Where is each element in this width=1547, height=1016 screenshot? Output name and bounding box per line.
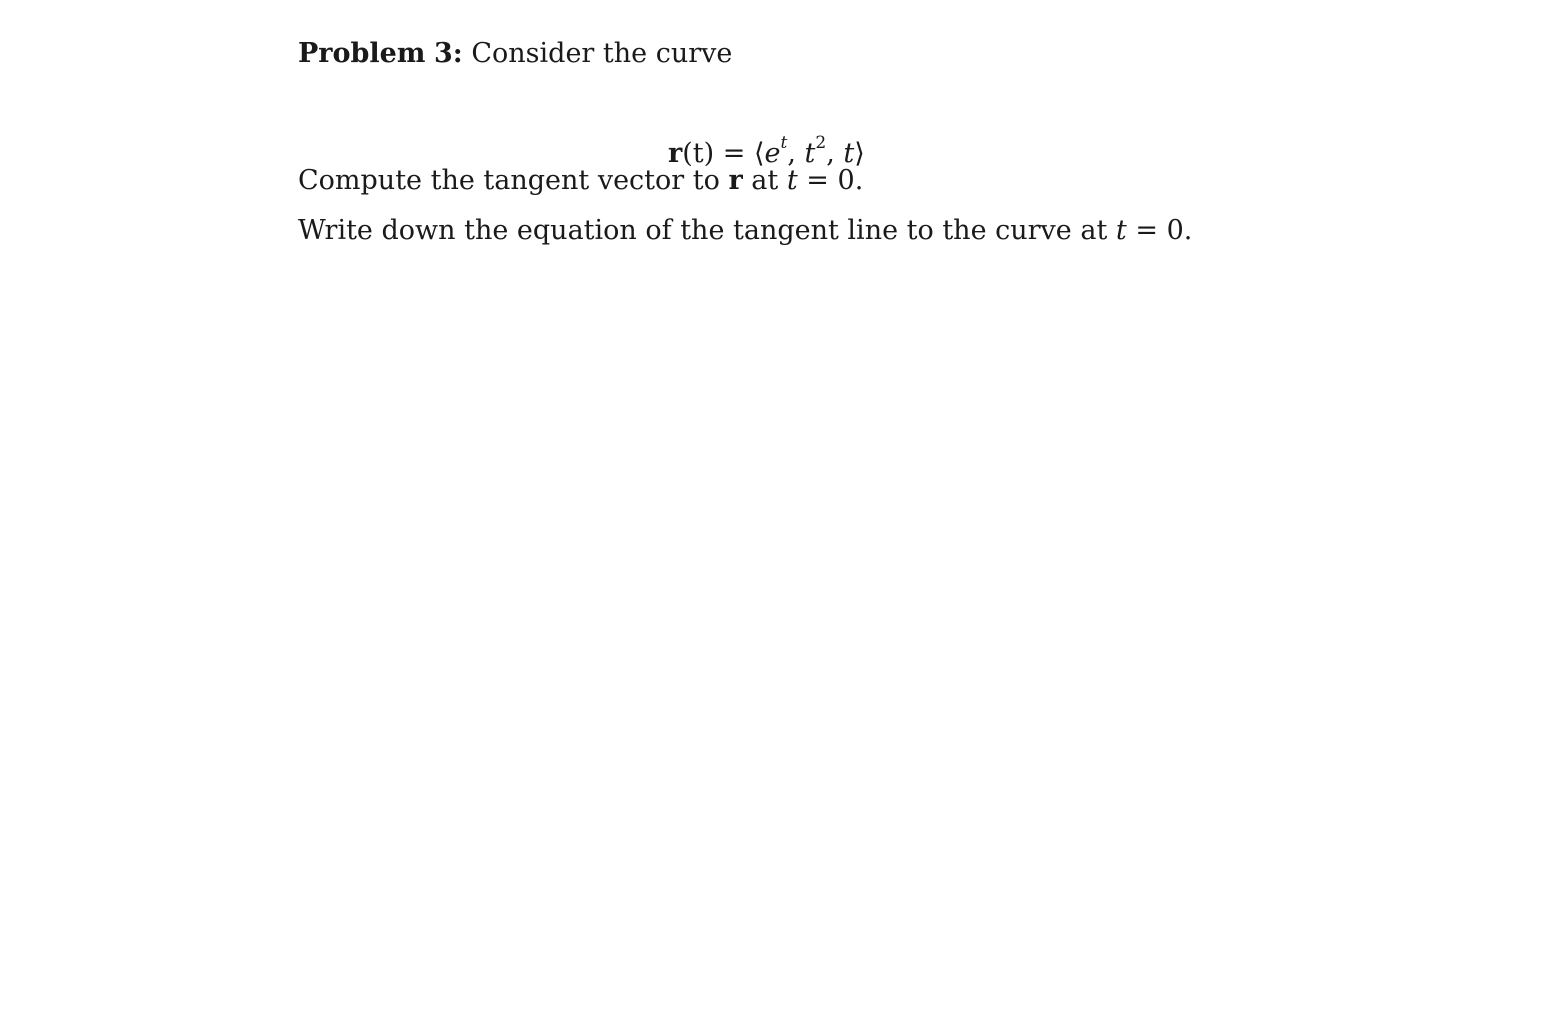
equation-component-2-exponent: 2 xyxy=(815,133,827,153)
equation-component-3: t xyxy=(843,138,855,169)
problem-heading xyxy=(298,36,732,72)
question2-text: Write down the equation of the tangent line to the curve at xyxy=(298,215,1108,246)
equation-component-1-exponent: t xyxy=(780,133,788,153)
equation-vector-r: r xyxy=(668,138,683,169)
equation-separator-2: , xyxy=(826,138,835,169)
problem-intro: Consider the curve xyxy=(471,38,733,69)
question2-value: 0. xyxy=(1166,215,1193,246)
question-tangent-vector xyxy=(298,163,863,199)
equation-equals: = xyxy=(722,138,746,169)
equation-open-bracket: ⟨ xyxy=(753,138,765,169)
question2-equals: = xyxy=(1135,215,1158,246)
equation-component-1-base: e xyxy=(764,138,781,169)
question1-var: t xyxy=(786,165,798,196)
question2-var: t xyxy=(1115,215,1127,246)
problem-label: Problem xyxy=(298,38,426,69)
equation-separator-1: , xyxy=(787,138,796,169)
equation-lhs-arg: (t) xyxy=(682,138,715,169)
question1-value: 0. xyxy=(837,165,864,196)
question1-at: at xyxy=(751,165,779,196)
equation-close-bracket: ⟩ xyxy=(854,138,865,169)
question1-text: Compute the tangent vector to xyxy=(298,165,720,196)
question-tangent-line xyxy=(298,213,1192,249)
equation-component-2-base: t xyxy=(804,138,816,169)
problem-number: 3: xyxy=(434,38,463,69)
question1-vector-r: r xyxy=(728,165,743,196)
question1-equals: = xyxy=(806,165,829,196)
